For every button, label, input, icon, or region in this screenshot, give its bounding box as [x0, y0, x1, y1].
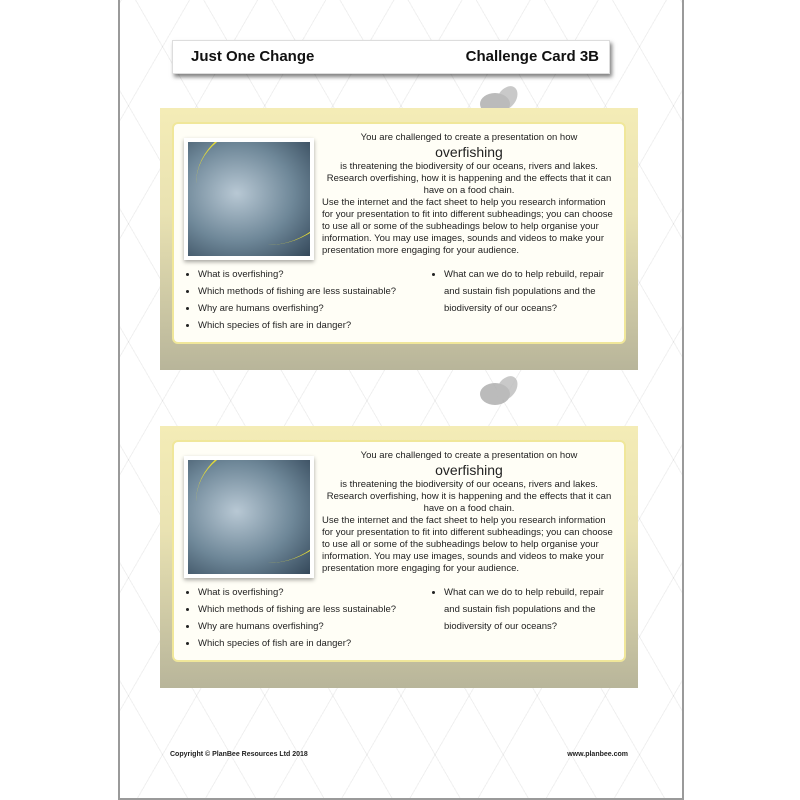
list-item: • What is overfishing? — [198, 266, 420, 283]
fishing-net-photo — [184, 456, 314, 578]
subheading-list-right — [430, 584, 616, 652]
header-banner — [172, 40, 610, 74]
topic-text: overfishing — [435, 144, 503, 160]
list-item: • What can we do to help rebuild, repair and sustain fish populations and the biodiversity of our oceans? — [444, 266, 616, 317]
instructions-text: Use the internet and the fact sheet to help you research information for your presentation to fit into different subheadings; you can choose to use all or some of the subheadings below to help organise your information. You may use images, sounds and videos to make your presentation more engaging for your audience. — [322, 515, 613, 574]
fishing-net-photo — [184, 138, 314, 260]
threat-text: is threatening the biodiversity of our oceans, rivers and lakes. — [340, 161, 598, 172]
bee-watermark-icon — [470, 375, 520, 415]
website-link[interactable]: www.planbee.com — [567, 751, 628, 758]
copyright-text: Copyright © PlanBee Resources Ltd 2018 — [170, 751, 308, 758]
research-text: Research overfishing, how it is happening and the effects that it can have on a food chain. — [326, 491, 612, 514]
challenge-card — [160, 426, 638, 688]
list-item: • Which methods of fishing are less sustainable? — [198, 601, 420, 618]
instructions-text: Use the internet and the fact sheet to help you research information for your presentation to fit into different subheadings; you can choose to use all or some of the subheadings below to help organise your information. You may use images, sounds and videos to make your presentation more engaging for your audience. — [322, 197, 613, 256]
subheading-list-right — [430, 266, 616, 334]
worksheet-title: Just One Change — [191, 48, 315, 65]
list-item: • What is overfishing? — [198, 584, 420, 601]
threat-text: is threatening the biodiversity of our oceans, rivers and lakes. — [340, 479, 598, 490]
list-item: • Why are humans overfishing? — [198, 300, 420, 317]
card-content — [172, 440, 626, 662]
subheading-list-left — [184, 266, 420, 334]
intro-text: You are challenged to create a presentation on how — [360, 132, 578, 143]
topic-text: overfishing — [435, 462, 503, 478]
card-text — [322, 132, 616, 257]
list-item: • Which species of fish are in danger? — [198, 635, 420, 652]
list-item: • Which methods of fishing are less sustainable? — [198, 283, 420, 300]
card-content — [172, 122, 626, 344]
list-item: • What can we do to help rebuild, repair and sustain fish populations and the biodiversity of our oceans? — [444, 584, 616, 635]
list-item: • Which species of fish are in danger? — [198, 317, 420, 334]
card-text — [322, 450, 616, 575]
subheading-list-left — [184, 584, 420, 652]
intro-text: You are challenged to create a presentation on how — [360, 450, 578, 461]
card-label: Challenge Card 3B — [465, 48, 599, 65]
list-item: • Why are humans overfishing? — [198, 618, 420, 635]
research-text: Research overfishing, how it is happening and the effects that it can have on a food chain. — [326, 173, 612, 196]
challenge-card — [160, 108, 638, 370]
